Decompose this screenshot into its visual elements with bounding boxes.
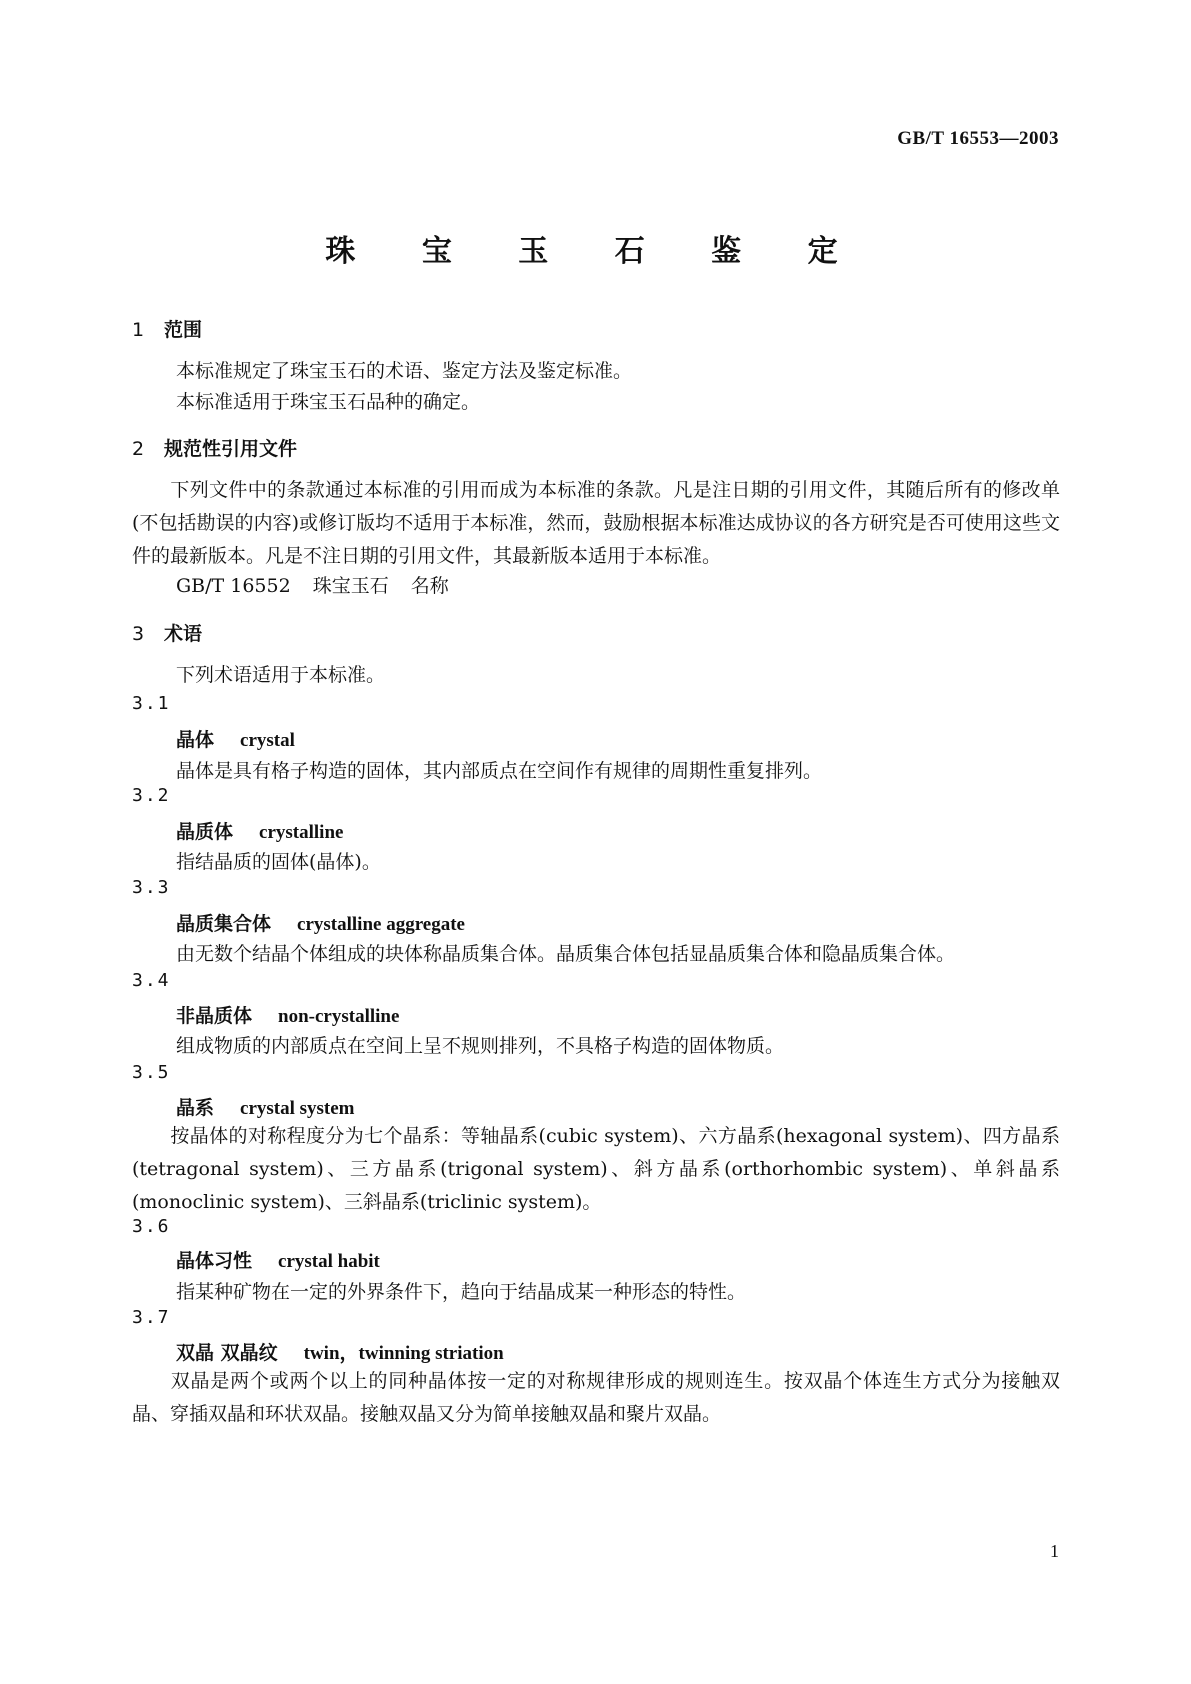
term-number: 3.5 xyxy=(132,1062,171,1083)
document-title: 珠 宝 玉 石 鉴 定 xyxy=(325,234,866,269)
page-number: 1 xyxy=(1050,1541,1059,1561)
term-zh: 晶质集合体 xyxy=(176,913,272,935)
term-heading xyxy=(176,817,343,844)
term-definition: 组成物质的内部质点在空间上呈不规则排列，不具格子构造的固体物质。 xyxy=(176,1035,785,1057)
term-definition xyxy=(132,1120,1060,1219)
reference-name: 珠宝玉石 xyxy=(312,575,389,597)
section-title: 术语 xyxy=(164,623,203,645)
term-heading xyxy=(176,1001,399,1028)
term-en: crystalline xyxy=(259,822,344,843)
reference-title: 名称 xyxy=(410,575,449,597)
section-3-intro: 下列术语适用于本标准。 xyxy=(176,664,386,686)
term-en: crystalline aggregate xyxy=(297,914,465,935)
section-title: 规范性引用文件 xyxy=(164,438,298,460)
term-zh: 晶体 xyxy=(176,729,215,751)
section-2-heading xyxy=(132,434,297,461)
term-heading xyxy=(176,1246,380,1273)
term-en: crystal xyxy=(240,730,295,751)
normative-reference xyxy=(176,571,471,598)
term-number: 3.1 xyxy=(132,693,171,714)
section-number: 1 xyxy=(132,319,145,341)
term-definition-text: 按晶体的对称程度分为七个晶系：等轴晶系(cubic system)、六方晶系(hexagonal system)、四方晶系(tetragonal system)、三方晶系(trigonal system)、斜方晶系(orthorhombic system)、单斜晶系(monoclinic system)、三斜晶系(triclinic system)。 xyxy=(132,1125,1060,1213)
term-heading xyxy=(176,1338,504,1365)
term-number: 3.3 xyxy=(132,877,171,898)
term-en: crystal habit xyxy=(278,1251,380,1272)
section-1-para-1: 本标准规定了珠宝玉石的术语、鉴定方法及鉴定标准。 xyxy=(176,360,633,382)
section-title: 范围 xyxy=(164,319,203,341)
term-definition: 指某种矿物在一定的外界条件下，趋向于结晶成某一种形态的特性。 xyxy=(176,1281,747,1303)
term-en: crystal system xyxy=(240,1098,355,1119)
section-number: 3 xyxy=(132,623,145,645)
term-number: 3.4 xyxy=(132,970,171,991)
term-zh: 双晶 双晶纹 xyxy=(176,1342,278,1364)
term-zh: 晶体习性 xyxy=(176,1250,253,1272)
standard-number: GB/T 16553—2003 xyxy=(897,128,1059,149)
term-number: 3.2 xyxy=(132,785,171,806)
section-1-para-2: 本标准适用于珠宝玉石品种的确定。 xyxy=(176,391,481,413)
reference-code: GB/T 16552 xyxy=(176,575,291,597)
term-heading xyxy=(176,725,295,752)
term-zh: 晶质体 xyxy=(176,821,234,843)
term-definition xyxy=(132,1365,1060,1431)
section-1-heading xyxy=(132,315,202,342)
term-number: 3.7 xyxy=(132,1307,171,1328)
term-definition-text: 双晶是两个或两个以上的同种晶体按一定的对称规律形成的规则连生。按双晶个体连生方式分为接触双晶、穿插双晶和环状双晶。接触双晶又分为简单接触双晶和聚片双晶。 xyxy=(132,1370,1060,1425)
section-3-heading xyxy=(132,619,202,646)
section-2-paragraph-text: 下列文件中的条款通过本标准的引用而成为本标准的条款。凡是注日期的引用文件，其随后所有的修改单(不包括勘误的内容)或修订版均不适用于本标准，然而，鼓励根据本标准达成协议的各方研究是否可使用这些文件的最新版本。凡是不注日期的引用文件，其最新版本适用于本标准。 xyxy=(132,479,1060,567)
term-definition: 由无数个结晶个体组成的块体称晶质集合体。晶质集合体包括显晶质集合体和隐晶质集合体。 xyxy=(176,943,956,965)
term-definition: 晶体是具有格子构造的固体，其内部质点在空间作有规律的周期性重复排列。 xyxy=(176,760,823,782)
term-zh: 非晶质体 xyxy=(176,1005,253,1027)
section-number: 2 xyxy=(132,438,145,460)
term-definition: 指结晶质的固体(晶体)。 xyxy=(176,851,381,873)
term-heading xyxy=(176,909,465,936)
term-en: twin，twinning striation xyxy=(303,1343,504,1364)
section-2-paragraph xyxy=(132,474,1060,573)
term-en: non-crystalline xyxy=(278,1006,400,1027)
term-zh: 晶系 xyxy=(176,1097,215,1119)
term-heading xyxy=(176,1093,355,1120)
term-number: 3.6 xyxy=(132,1216,171,1237)
